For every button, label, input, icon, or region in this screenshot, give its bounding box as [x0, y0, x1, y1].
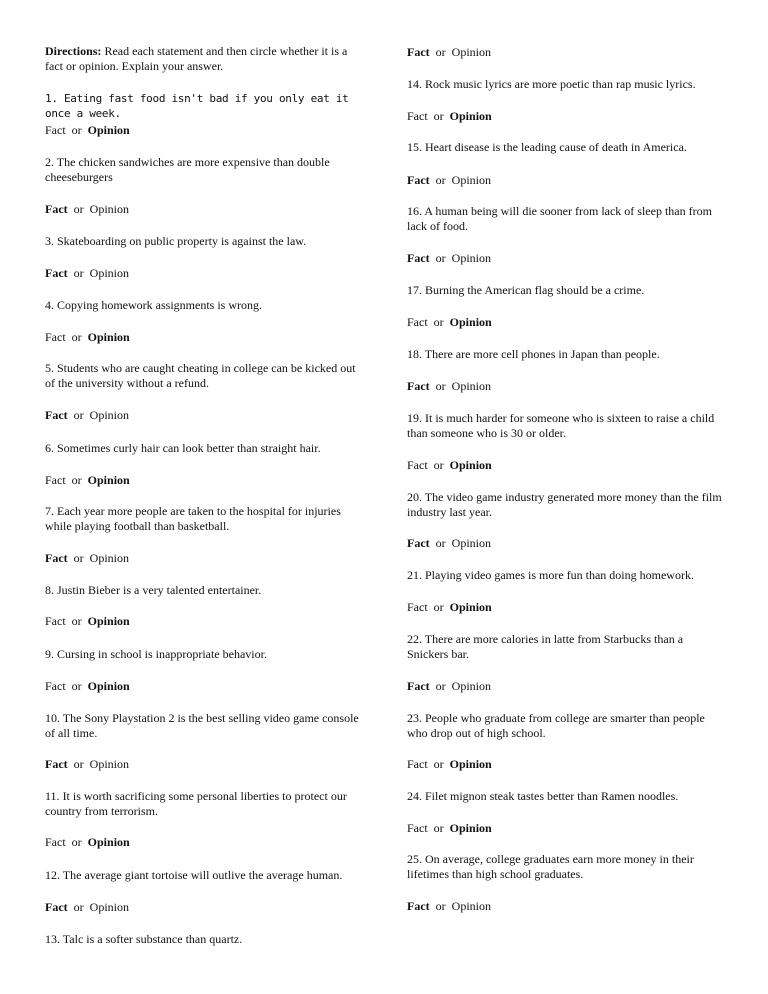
or-text: or	[433, 315, 444, 329]
opinion-option: Opinion	[451, 45, 491, 59]
fact-or-opinion-choice[interactable]	[407, 173, 727, 188]
fact-option: Fact	[407, 251, 430, 265]
statement-text: Playing video games is more fun than doing homework.	[425, 568, 694, 582]
statement-text: It is much harder for someone who is sixteen to raise a child than someone who is 30 or older.	[407, 411, 715, 440]
directions-label: Directions:	[45, 44, 102, 58]
statement-text: Each year more people are taken to the hospital for injuries while playing football than basketball.	[45, 504, 341, 533]
statement-14	[407, 77, 727, 92]
statement-text: Eating fast food isn't bad if you only eat it once a week.	[45, 92, 349, 120]
fact-or-opinion-choice[interactable]	[45, 835, 367, 850]
fact-option: Fact	[407, 821, 428, 835]
opinion-option: Opinion	[451, 679, 491, 693]
statement-text: Talc is a softer substance than quartz.	[62, 932, 243, 946]
or-text: or	[435, 536, 446, 550]
opinion-option: Opinion	[451, 899, 491, 913]
or-text: or	[433, 458, 444, 472]
statement-number: 17.	[407, 283, 422, 297]
or-text: or	[71, 473, 82, 487]
opinion-option: Opinion	[451, 379, 491, 393]
statement-9	[45, 647, 367, 662]
statement-25	[407, 852, 727, 882]
statement-number: 11.	[45, 789, 60, 803]
statement-5	[45, 361, 367, 391]
or-text: or	[71, 123, 82, 137]
fact-option: Fact	[407, 899, 430, 913]
fact-option: Fact	[407, 679, 430, 693]
or-text: or	[73, 202, 84, 216]
statement-number: 3.	[45, 234, 54, 248]
or-text: or	[435, 251, 446, 265]
opinion-option: Opinion	[449, 757, 492, 771]
fact-or-opinion-choice[interactable]	[407, 251, 727, 266]
statement-number: 8.	[45, 583, 54, 597]
fact-or-opinion-choice[interactable]	[407, 315, 727, 330]
fact-option: Fact	[407, 315, 428, 329]
or-text: or	[73, 900, 84, 914]
directions	[45, 44, 367, 74]
statement-number: 15.	[407, 140, 422, 154]
fact-or-opinion-choice[interactable]	[407, 679, 727, 694]
statement-1	[45, 91, 367, 121]
or-text: or	[73, 757, 84, 771]
statement-21	[407, 568, 727, 583]
or-text: or	[73, 551, 84, 565]
statement-text: Heart disease is the leading cause of death in America.	[425, 140, 687, 154]
or-text: or	[71, 679, 82, 693]
statement-18	[407, 347, 727, 362]
fact-option: Fact	[407, 757, 428, 771]
statement-number: 22.	[407, 632, 422, 646]
statement-number: 5.	[45, 361, 54, 375]
statement-4	[45, 298, 367, 313]
statement-number: 13.	[45, 932, 60, 946]
fact-option: Fact	[45, 473, 66, 487]
statement-number: 7.	[45, 504, 54, 518]
statement-text: Rock music lyrics are more poetic than rap music lyrics.	[425, 77, 696, 91]
statement-3	[45, 234, 367, 249]
statement-number: 9.	[45, 647, 54, 661]
statement-text: It is worth sacrificing some personal liberties to protect our country from terrorism.	[45, 789, 347, 818]
fact-option: Fact	[45, 757, 68, 771]
or-text: or	[435, 899, 446, 913]
fact-or-opinion-choice[interactable]	[407, 899, 727, 914]
or-text: or	[433, 600, 444, 614]
opinion-option: Opinion	[87, 473, 130, 487]
fact-or-opinion-choice[interactable]	[45, 757, 367, 772]
statement-text: The average giant tortoise will outlive the average human.	[62, 868, 343, 882]
statement-text: Filet mignon steak tastes better than Ramen noodles.	[425, 789, 679, 803]
statement-number: 19.	[407, 411, 422, 425]
statement-text: A human being will die sooner from lack of sleep than from lack of food.	[407, 204, 712, 233]
statement-text: Burning the American flag should be a crime.	[425, 283, 645, 297]
statement-number: 21.	[407, 568, 422, 582]
statement-12	[45, 868, 367, 883]
opinion-option: Opinion	[89, 408, 129, 422]
fact-option: Fact	[45, 123, 66, 137]
fact-or-opinion-choice[interactable]	[45, 123, 367, 138]
opinion-option: Opinion	[89, 266, 129, 280]
opinion-option: Opinion	[87, 835, 130, 849]
fact-or-opinion-choice[interactable]	[45, 900, 367, 915]
statement-text: Copying homework assignments is wrong.	[57, 298, 262, 312]
statement-number: 1.	[45, 92, 58, 105]
statement-text: The chicken sandwiches are more expensive than double cheeseburgers	[45, 155, 330, 184]
fact-option: Fact	[45, 835, 66, 849]
fact-or-opinion-choice[interactable]	[45, 679, 367, 694]
or-text: or	[435, 679, 446, 693]
or-text: or	[433, 109, 444, 123]
statement-number: 12.	[45, 868, 60, 882]
fact-or-opinion-choice[interactable]	[45, 473, 367, 488]
fact-or-opinion-choice[interactable]	[407, 536, 727, 551]
or-text: or	[73, 266, 84, 280]
opinion-option: Opinion	[87, 679, 130, 693]
fact-or-opinion-choice[interactable]	[407, 600, 727, 615]
fact-or-opinion-choice[interactable]	[407, 757, 727, 772]
fact-option: Fact	[407, 379, 430, 393]
fact-option: Fact	[407, 600, 428, 614]
opinion-option: Opinion	[449, 600, 492, 614]
opinion-option: Opinion	[87, 123, 130, 137]
fact-option: Fact	[407, 109, 428, 123]
statement-text: Skateboarding on public property is against the law.	[57, 234, 307, 248]
statement-number: 16.	[407, 204, 422, 218]
or-text: or	[71, 835, 82, 849]
statement-number: 25.	[407, 852, 422, 866]
fact-or-opinion-choice[interactable]	[45, 202, 367, 217]
opinion-option: Opinion	[449, 315, 492, 329]
statement-text: The video game industry generated more money than the film industry last year.	[407, 490, 722, 519]
statement-number: 2.	[45, 155, 54, 169]
fact-or-opinion-choice[interactable]	[407, 109, 727, 124]
statement-number: 10.	[45, 711, 60, 725]
or-text: or	[435, 379, 446, 393]
statement-13	[45, 932, 367, 947]
fact-option: Fact	[407, 45, 430, 59]
fact-option: Fact	[407, 536, 430, 550]
statement-text: There are more cell phones in Japan than people.	[424, 347, 660, 361]
statement-number: 23.	[407, 711, 422, 725]
statement-19	[407, 411, 727, 441]
fact-or-opinion-choice[interactable]	[45, 408, 367, 423]
fact-option: Fact	[45, 679, 66, 693]
statement-text: On average, college graduates earn more money in their lifetimes than high school graduates.	[407, 852, 694, 881]
statement-text: There are more calories in latte from Starbucks than a Snickers bar.	[407, 632, 684, 661]
fact-or-opinion-choice[interactable]	[45, 330, 367, 345]
statement-10	[45, 711, 367, 741]
statement-11	[45, 789, 367, 819]
fact-or-opinion-choice[interactable]	[407, 458, 727, 473]
statement-number: 24.	[407, 789, 422, 803]
statement-2	[45, 155, 367, 185]
statement-text: Students who are caught cheating in college can be kicked out of the university without a refund.	[45, 361, 356, 390]
fact-or-opinion-choice[interactable]	[45, 266, 367, 281]
opinion-option: Opinion	[449, 109, 492, 123]
opinion-option: Opinion	[87, 614, 130, 628]
fact-or-opinion-choice[interactable]	[45, 614, 367, 629]
or-text: or	[435, 173, 446, 187]
statement-22	[407, 632, 727, 662]
opinion-option: Opinion	[89, 551, 129, 565]
statement-24	[407, 789, 727, 804]
or-text: or	[71, 614, 82, 628]
statement-text: Cursing in school is inappropriate behavior.	[57, 647, 267, 661]
fact-option: Fact	[45, 614, 66, 628]
fact-option: Fact	[407, 173, 430, 187]
opinion-option: Opinion	[449, 458, 492, 472]
statement-20	[407, 490, 727, 520]
fact-or-opinion-choice[interactable]	[407, 821, 727, 836]
opinion-option: Opinion	[89, 757, 129, 771]
opinion-option: Opinion	[451, 173, 491, 187]
fact-option: Fact	[45, 330, 66, 344]
statement-8	[45, 583, 367, 598]
opinion-option: Opinion	[87, 330, 130, 344]
fact-option: Fact	[45, 202, 68, 216]
or-text: or	[435, 45, 446, 59]
statement-number: 4.	[45, 298, 54, 312]
fact-or-opinion-choice[interactable]	[45, 551, 367, 566]
statement-7	[45, 504, 367, 534]
fact-or-opinion-choice[interactable]	[407, 379, 727, 394]
opinion-option: Opinion	[451, 536, 491, 550]
statement-number: 20.	[407, 490, 422, 504]
statement-number: 18.	[407, 347, 422, 361]
opinion-option: Opinion	[89, 202, 129, 216]
directions-text: Read each statement and then circle whether it is a fact or opinion. Explain your answer.	[45, 44, 348, 73]
fact-option: Fact	[45, 900, 68, 914]
opinion-option: Opinion	[89, 900, 129, 914]
fact-option: Fact	[45, 408, 68, 422]
or-text: or	[71, 330, 82, 344]
fact-option: Fact	[45, 266, 68, 280]
opinion-option: Opinion	[449, 821, 492, 835]
fact-option: Fact	[407, 458, 428, 472]
statement-text: People who graduate from college are smarter than people who drop out of high school.	[407, 711, 705, 740]
statement-17	[407, 283, 727, 298]
or-text: or	[433, 821, 444, 835]
statement-number: 14.	[407, 77, 422, 91]
opinion-option: Opinion	[451, 251, 491, 265]
statement-text: The Sony Playstation 2 is the best selling video game console of all time.	[45, 711, 359, 740]
fact-or-opinion-choice[interactable]	[407, 45, 727, 60]
statement-text: Justin Bieber is a very talented entertainer.	[57, 583, 262, 597]
statement-23	[407, 711, 727, 741]
statement-15	[407, 140, 727, 155]
statement-6	[45, 441, 367, 456]
or-text: or	[433, 757, 444, 771]
statement-16	[407, 204, 727, 234]
statement-text: Sometimes curly hair can look better than straight hair.	[57, 441, 321, 455]
statement-number: 6.	[45, 441, 54, 455]
or-text: or	[73, 408, 84, 422]
fact-option: Fact	[45, 551, 68, 565]
